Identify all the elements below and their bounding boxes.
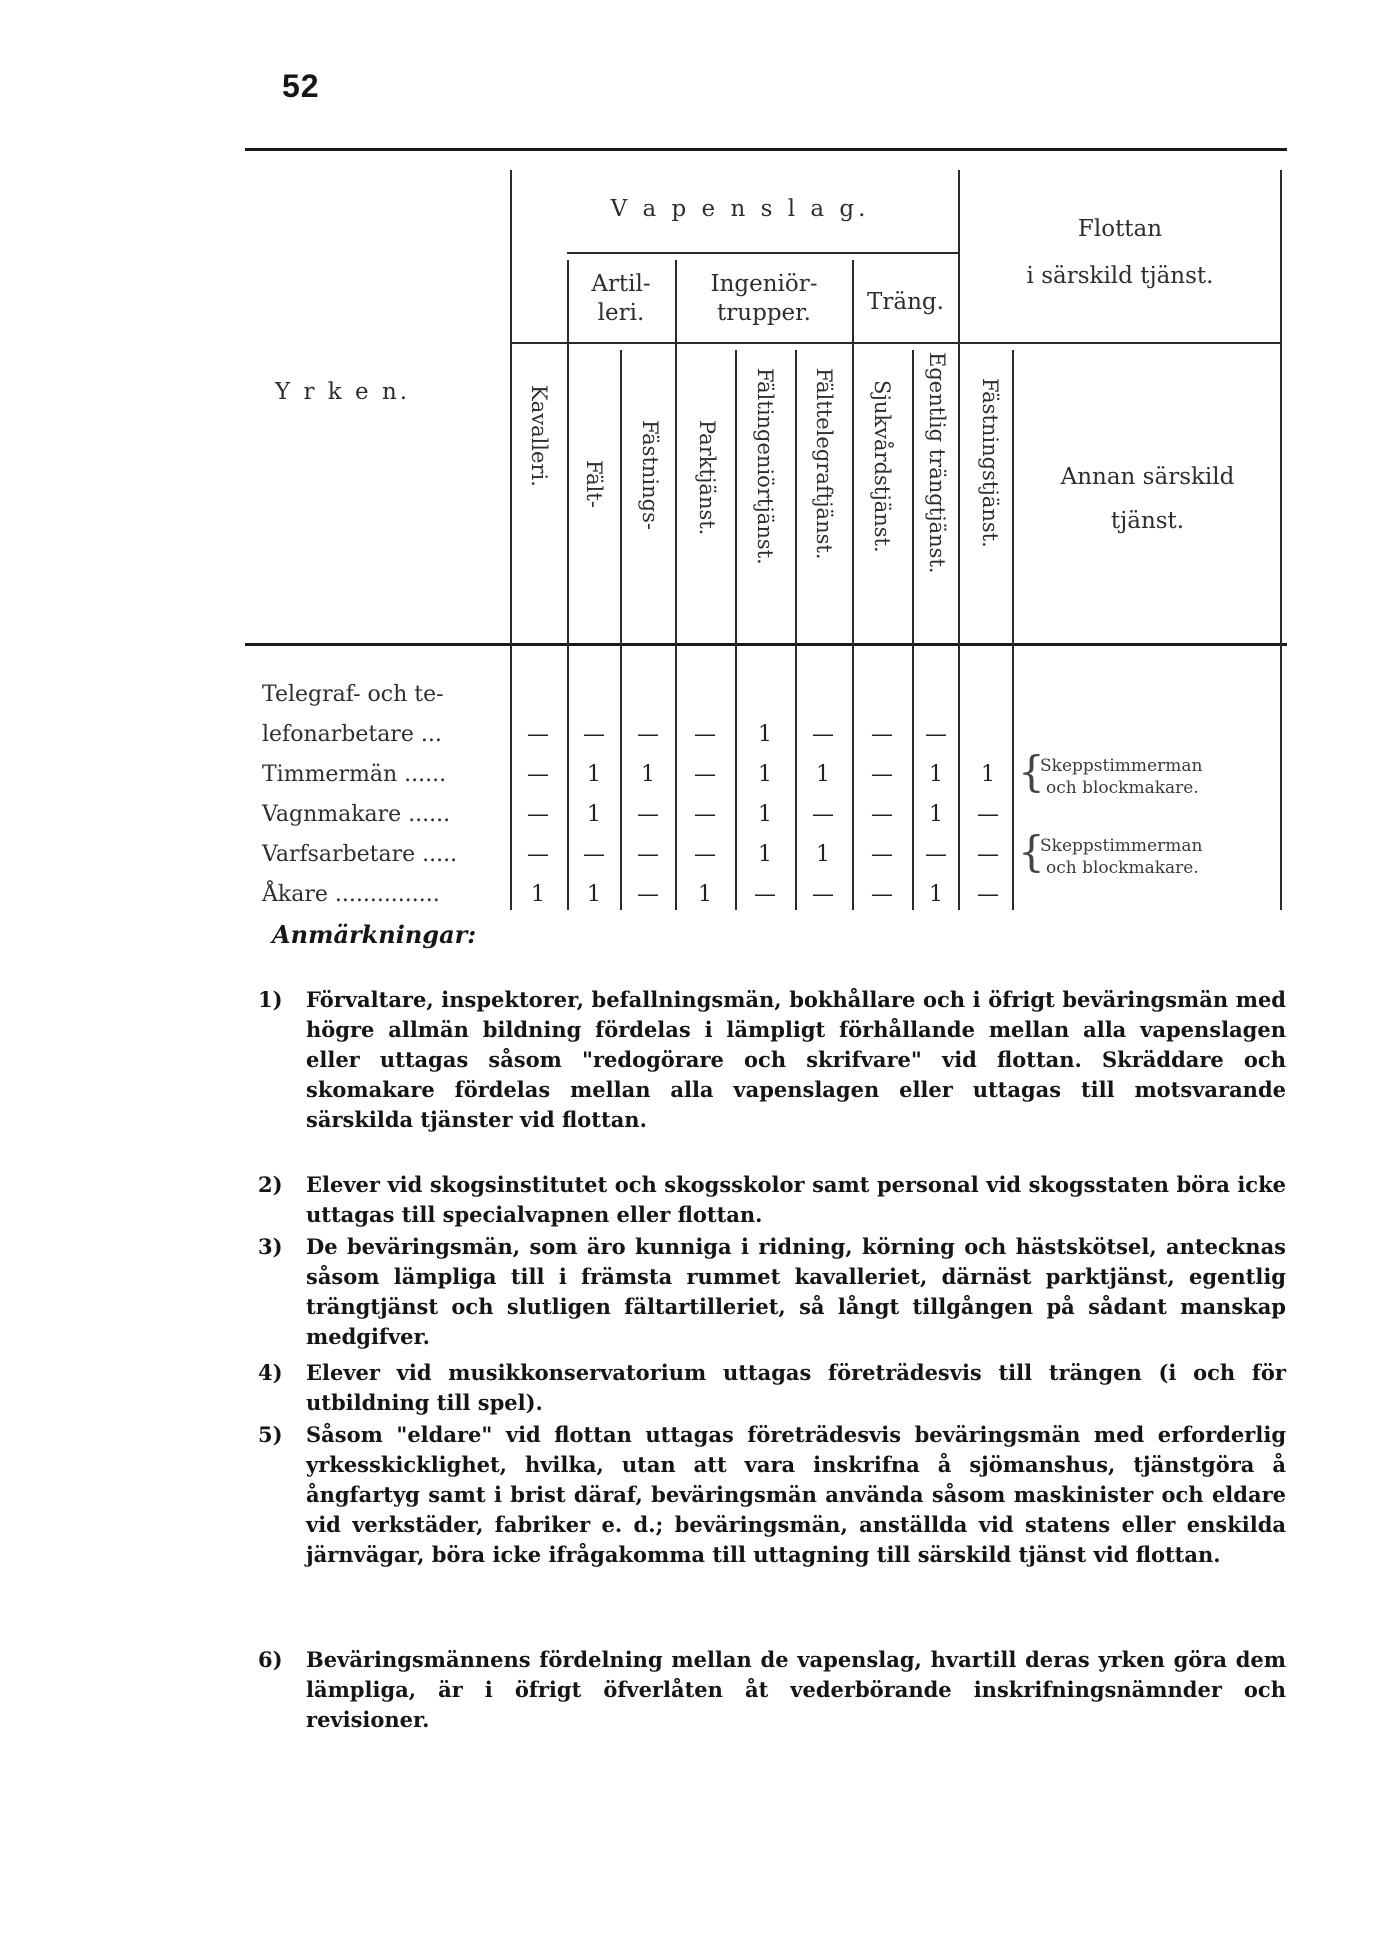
table-cell: 1 xyxy=(758,842,772,867)
header-yrken: Y r k e n. xyxy=(275,379,411,405)
note-text: Förvaltare, inspektorer, befallningsmän, bokhållare och i öfrigt beväringsmän med högre allmän bildning fördelas i lämpligt förhållande mellan alla vapenslagen eller uttagas såsom "redogörare och skrifvare" vid flottan. Skräddare och skomakare fördelas mellan alla vapenslagen eller uttagas till motsvarande särskilda tjänster vid flottan. xyxy=(306,987,1286,1132)
divider xyxy=(510,170,512,910)
header-ingenior: Ingeniör- trupper. xyxy=(710,271,818,326)
table-cell: — xyxy=(754,882,776,907)
note-number: 3) xyxy=(258,1234,283,1259)
table-row-label: Timmermän ...... xyxy=(262,762,447,787)
table-cell: 1 xyxy=(929,802,943,827)
divider xyxy=(795,350,797,910)
table-cell: — xyxy=(812,882,834,907)
table-cell: 1 xyxy=(587,762,601,787)
table-cell: — xyxy=(637,722,659,747)
divider xyxy=(567,260,569,910)
table-cell: — xyxy=(977,882,999,907)
table-cell: 1 xyxy=(698,882,712,907)
table-cell: — xyxy=(637,842,659,867)
table-cell: 1 xyxy=(816,762,830,787)
note-5 xyxy=(258,1420,1286,1570)
table-cell: — xyxy=(637,882,659,907)
divider xyxy=(1012,350,1014,910)
table-cell: 1 xyxy=(587,882,601,907)
note-6 xyxy=(258,1645,1286,1735)
divider xyxy=(1280,170,1282,910)
table-cell: — xyxy=(871,802,893,827)
table-cell: 1 xyxy=(981,762,995,787)
divider xyxy=(675,260,677,910)
header-trang: Träng. xyxy=(867,289,944,315)
side-note: Skeppstimmerman xyxy=(1040,756,1203,776)
table-cell: — xyxy=(871,722,893,747)
brace: { xyxy=(1018,827,1045,876)
table-cell: — xyxy=(694,842,716,867)
header-vapenslag: V a p e n s l a g. xyxy=(610,196,870,222)
table-cell: — xyxy=(871,882,893,907)
table-cell: 1 xyxy=(929,762,943,787)
divider xyxy=(510,342,1280,344)
col-header-fastnings: Fästnings- xyxy=(638,420,662,530)
note-text: Elever vid musikkonservatorium uttagas företrädesvis till trängen (i och för utbildning till spel). xyxy=(306,1360,1286,1415)
side-note: och blockmakare. xyxy=(1046,778,1199,798)
divider xyxy=(620,350,622,910)
divider xyxy=(912,350,914,910)
col-header-parktjanst: Parktjänst. xyxy=(695,420,719,536)
table-cell: 1 xyxy=(816,842,830,867)
table-cell: — xyxy=(977,842,999,867)
col-header-fastningstjanst: Fästningstjänst. xyxy=(978,378,1002,548)
side-note: Skeppstimmerman xyxy=(1040,836,1203,856)
note-text: Såsom "eldare" vid flottan uttagas företrädesvis beväringsmän med erforderlig yrkesskicklighet, hvilka, utan att vara inskrifna å sjömanshus, tjänstgöra å ångfartyg samt i brist däraf, beväringsmän använda såsom maskinister och eldare vid verkstäder, fabriker e. d.; beväringsmän, anställda vid statens eller enskilda järnvägar, böra icke ifrågakomma till uttagning till särskild tjänst vid flottan. xyxy=(306,1422,1286,1567)
note-text: Beväringsmännens fördelning mellan de vapenslag, hvartill deras yrken göra dem lämpliga, är i öfrigt öfverlåten åt vederbörande inskrifningsnämnder och revisioner. xyxy=(306,1647,1286,1732)
note-number: 1) xyxy=(258,987,283,1012)
table-cell: — xyxy=(694,802,716,827)
table-cell: 1 xyxy=(587,802,601,827)
side-note: och blockmakare. xyxy=(1046,858,1199,878)
header-flottan: Flottan xyxy=(1077,216,1163,242)
notes-heading: Anmärkningar: xyxy=(272,920,477,949)
divider xyxy=(735,350,737,910)
table-cell: 1 xyxy=(758,802,772,827)
table-header-bottom-rule xyxy=(245,643,1287,646)
col-header-kavalleri: Kavalleri. xyxy=(527,385,551,487)
table-cell: — xyxy=(583,722,605,747)
page-number: 52 xyxy=(282,68,320,104)
table-cell: — xyxy=(527,842,549,867)
brace: { xyxy=(1018,747,1045,796)
note-number: 5) xyxy=(258,1422,283,1447)
table-cell: 1 xyxy=(531,882,545,907)
table-cell: 1 xyxy=(929,882,943,907)
table-cell: — xyxy=(925,722,947,747)
divider xyxy=(852,260,854,910)
divider xyxy=(567,252,958,254)
table-cell: — xyxy=(871,842,893,867)
note-number: 2) xyxy=(258,1172,283,1197)
col-header-falttelegraf: Fälttelegraftjänst. xyxy=(812,368,836,560)
note-1 xyxy=(258,985,1286,1135)
col-header-sjukvard: Sjukvårdstjänst. xyxy=(870,380,894,553)
col-header-faltingenior: Fältingeniörtjänst. xyxy=(753,368,777,565)
table-cell: — xyxy=(812,722,834,747)
table-cell: — xyxy=(977,802,999,827)
note-number: 4) xyxy=(258,1360,283,1385)
note-text: De beväringsmän, som äro kunniga i ridning, körning och hästskötsel, antecknas såsom lämpliga till i främsta rummet kavalleriet, därnäst parktjänst, egentlig trängtjänst och slutligen fältartilleriet, så långt tillgången på sådant manskap medgifver. xyxy=(306,1234,1286,1349)
note-3 xyxy=(258,1232,1286,1352)
table-row-label: Telegraf- och te- xyxy=(262,682,444,707)
table-cell: — xyxy=(637,802,659,827)
header-artilleri: Artil- leri. xyxy=(591,271,651,326)
table-top-rule xyxy=(245,148,1287,151)
table-cell: — xyxy=(527,762,549,787)
table-row-label: Åkare ............... xyxy=(262,882,440,907)
note-number: 6) xyxy=(258,1647,283,1672)
table-row-label: Varfsarbetare ..... xyxy=(262,842,458,867)
col-header-egentlig-trang: Egentlig trängtjänst. xyxy=(925,352,949,574)
table-cell: 1 xyxy=(758,722,772,747)
table-cell: 1 xyxy=(758,762,772,787)
header-annan-sarskild: Annan särskild tjänst. xyxy=(1060,464,1235,534)
table-cell: — xyxy=(812,802,834,827)
header-flottan-sub: i särskild tjänst. xyxy=(1026,263,1214,289)
table-cell: — xyxy=(694,762,716,787)
note-text: Elever vid skogsinstitutet och skogsskolor samt personal vid skogsstaten böra icke uttagas till specialvapnen eller flottan. xyxy=(306,1172,1286,1227)
table-row-label: lefonarbetare ... xyxy=(262,722,442,747)
col-header-falt: Fält- xyxy=(582,460,606,508)
table-cell: — xyxy=(583,842,605,867)
note-4 xyxy=(258,1358,1286,1418)
table-cell: — xyxy=(871,762,893,787)
table-cell: 1 xyxy=(641,762,655,787)
table-cell: — xyxy=(527,722,549,747)
table-cell: — xyxy=(694,722,716,747)
table-row-label: Vagnmakare ...... xyxy=(262,802,451,827)
table-cell: — xyxy=(527,802,549,827)
note-2 xyxy=(258,1170,1286,1230)
table-cell: — xyxy=(925,842,947,867)
divider xyxy=(958,170,960,910)
